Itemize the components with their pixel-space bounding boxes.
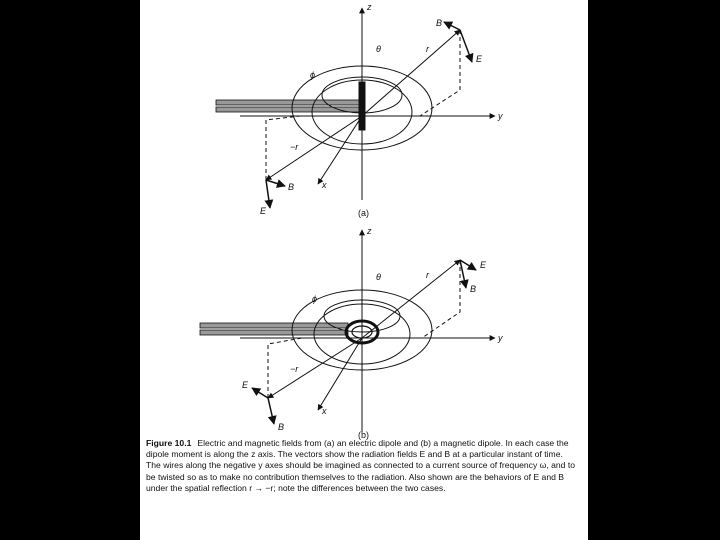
panel-b-x-label: x [322, 406, 327, 416]
panel-b-E-label: E [480, 260, 487, 270]
panel-b-B2-label: B [278, 422, 285, 432]
panel-a-wire-upper [216, 100, 360, 105]
panel-a-z-label: z [367, 2, 372, 12]
caption-text: Electric and magnetic fields from (a) an electric dipole and (b) a magnetic dipole. In each case the dipole moment is along the z axis. The vectors show the radiation fields E and B at a particular instant of time. The wires along the negative y axes should be imagined as connected to a current source of frequency ω, and to be twisted so as to make no contribution themselves to the radiation. Also shown are the behaviors of E and B under the spatial reflection r → −r; note the differences between the two cases. [146, 438, 576, 493]
panel-b-E2-label: E [242, 380, 249, 390]
panel-a-projection-r [420, 30, 460, 116]
panel-a-r-vector [362, 30, 460, 116]
panel-b-B-vector-reflected [268, 398, 274, 424]
panel-a-neg-r-vector [266, 116, 362, 180]
figure-caption [146, 438, 576, 494]
panel-a-B-label: B [436, 18, 443, 28]
panel-a-caption-label: (a) [358, 208, 369, 218]
panel-b-B-label: B [470, 284, 477, 294]
panel-a-B-vector [444, 22, 460, 30]
panel-b-diagram [200, 230, 495, 432]
panel-b-B-vector [460, 260, 466, 288]
panel-b-neg-r-label: −r [290, 364, 299, 374]
panel-a-E2-label: E [260, 206, 267, 216]
panel-b-phi-label: ϕ [312, 294, 318, 304]
panel-b-wire-upper [200, 323, 348, 328]
panel-a-neg-r-label: −r [290, 142, 299, 152]
panel-b-theta-label: θ [376, 272, 381, 282]
panel-b-neg-r-vector [268, 338, 362, 398]
panel-b-x-axis [318, 338, 362, 410]
panel-a-theta-label: θ [376, 44, 381, 54]
panel-a-B-vector-reflected [266, 180, 285, 186]
panel-b-wire-lower [200, 330, 348, 335]
panel-a-y-label: y [498, 111, 503, 121]
panel-a-E-vector-reflected [266, 180, 270, 208]
panel-b-caption-label: (b) [358, 430, 369, 440]
scanned-page [140, 0, 588, 540]
panel-a-E-label: E [476, 54, 483, 64]
panel-a-E-vector [460, 30, 472, 62]
panel-b-E-vector-reflected [252, 388, 268, 398]
panel-a-dipole-rod [359, 82, 365, 130]
panel-a-B2-label: B [288, 182, 295, 192]
dipole-figure [140, 0, 588, 440]
panel-a-phi-label: ϕ [310, 70, 316, 80]
panel-b-z-label: z [367, 226, 372, 236]
panel-a-x-label: x [322, 180, 327, 190]
panel-a-r-label: r [426, 44, 429, 54]
figure-label: Figure 10.1 [146, 438, 192, 448]
panel-b-y-label: y [498, 333, 503, 343]
panel-a-diagram [216, 8, 495, 208]
panel-b-r-label: r [426, 270, 429, 280]
